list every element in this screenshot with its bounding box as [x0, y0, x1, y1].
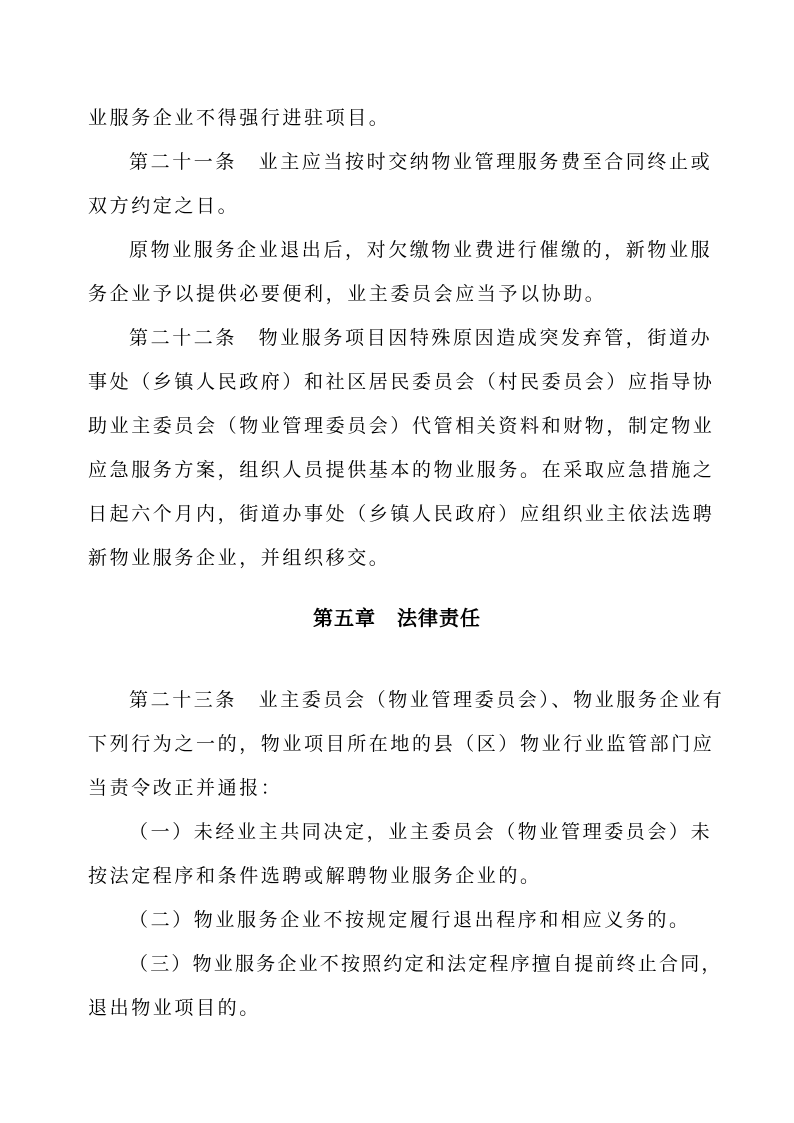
- article-21-line-2: 双方约定之日。: [88, 195, 240, 217]
- article-21-line-1: 第二十一条 业主应当按时交纳物业管理服务费至合同终止或: [129, 151, 713, 173]
- paragraph-line: 务企业予以提供必要便利，业主委员会应当予以协助。: [88, 283, 607, 305]
- article-23-line-1: 第二十三条 业主委员会（物业管理委员会）、物业服务企业有: [129, 689, 725, 711]
- item-3-line-1: （三）物业服务企业不按照约定和法定程序擅自提前终止合同，: [129, 953, 723, 975]
- article-23-line-2: 下列行为之一的，物业项目所在地的县（区）物业行业监管部门应: [88, 733, 715, 755]
- article-22-line-1: 第二十二条 物业服务项目因特殊原因造成突发弃管，街道办: [129, 327, 713, 349]
- item-1-line-2: 按法定程序和条件选聘或解聘物业服务企业的。: [88, 865, 542, 887]
- item-3-line-2: 退出物业项目的。: [88, 997, 261, 1019]
- article-23-line-3: 当责令改正并通报：: [88, 777, 283, 799]
- article-22-line-5: 日起六个月内，街道办事处（乡镇人民政府）应组织业主依法选聘: [88, 503, 715, 525]
- article-22-line-2: 事处（乡镇人民政府）和社区居民委员会（村民委员会）应指导协: [88, 371, 715, 393]
- paragraph-line: 业服务企业不得强行进驻项目。: [88, 107, 391, 129]
- article-22-line-4: 应急服务方案，组织人员提供基本的物业服务。在采取应急措施之: [88, 459, 715, 481]
- item-1-line-1: （一）未经业主共同决定，业主委员会（物业管理委员会）未: [129, 821, 713, 843]
- article-22-line-6: 新物业服务企业，并组织移交。: [88, 547, 391, 569]
- chapter-heading: 第五章 法律责任: [313, 606, 481, 630]
- article-22-line-3: 助业主委员会（物业管理委员会）代管相关资料和财物，制定物业: [88, 415, 715, 437]
- paragraph-line: 原物业服务企业退出后，对欠缴物业费进行催缴的，新物业服: [129, 239, 713, 261]
- item-2-line-1: （二）物业服务企业不按规定履行退出程序和相应义务的。: [129, 909, 691, 931]
